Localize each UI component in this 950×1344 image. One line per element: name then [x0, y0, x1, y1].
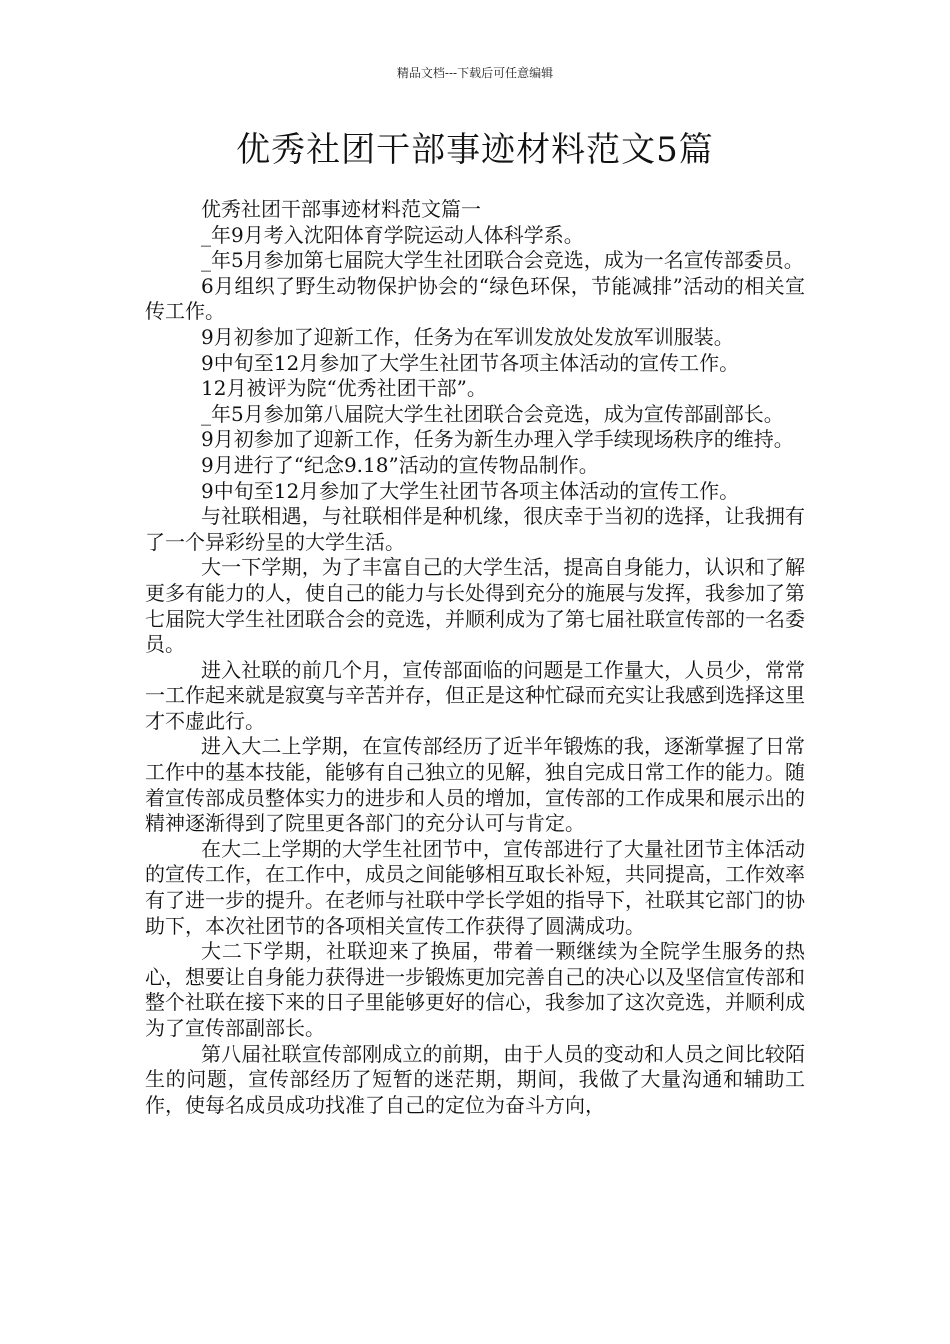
- paragraph: 进入大二上学期，在宣传部经历了近半年锻炼的我，逐渐掌握了日常工作中的基本技能，能够有自己独立的见解，独自完成日常工作的能力。随着宣传部成员整体实力的进步和人员的增加，宣传部的工作成果和展示出的精神逐渐得到了院里更各部门的充分认可与肯定。: [145, 734, 805, 836]
- paragraph: 优秀社团干部事迹材料范文篇一: [201, 197, 481, 221]
- paragraph: 6月组织了野生动物保护协会的“绿色环保，节能减排”活动的相关宣传工作。: [145, 273, 805, 324]
- paragraph: 9月进行了“纪念9.18”活动的宣传物品制作。: [201, 452, 599, 477]
- paragraph: _年5月参加第八届院大学生社团联合会竞选，成为宣传部副部长。: [201, 401, 784, 426]
- paragraph: 进入社联的前几个月，宣传部面临的问题是工作量大，人员少，常常一工作起来就是寂寞与辛苦并存，但正是这种忙碌而充实让我感到选择这里才不虚此行。: [145, 657, 805, 733]
- paragraph: 9中旬至12月参加了大学生社团节各项主体活动的宣传工作。: [201, 478, 740, 503]
- paragraph: _年9月考入沈阳体育学院运动人体科学系。: [201, 222, 584, 247]
- paragraph: 12月被评为院“优秀社团干部”。: [201, 376, 487, 401]
- paragraph: 与社联相遇，与社联相伴是种机缘，很庆幸于当初的选择，让我拥有了一个异彩纷呈的大学生活。: [145, 504, 805, 554]
- paragraph: _年5月参加第七届院大学生社团联合会竞选，成为一名宣传部委员。: [201, 248, 804, 273]
- paragraph: 9月初参加了迎新工作，任务为新生办理入学手续现场秩序的维持。: [201, 427, 794, 452]
- document-body: [145, 197, 805, 1118]
- paragraph: 大一下学期，为了丰富自己的大学生活，提高自身能力，认识和了解更多有能力的人，使自己的能力与长处得到充分的施展与发挥，我参加了第七届院大学生社团联合会的竞选，并顺利成为了第七届社联宣传部的一名委员。: [145, 555, 805, 657]
- document-title: 优秀社团干部事迹材料范文5篇: [236, 130, 714, 170]
- header-note: 精品文档---下载后可任意编辑: [396, 66, 554, 80]
- paragraph: 大二下学期，社联迎来了换届，带着一颗继续为全院学生服务的热心，想要让自身能力获得进一步锻炼更加完善自己的决心以及坚信宣传部和整个社联在接下来的日子里能够更好的信心，我参加了这次竞选，并顺利成为了宣传部副部长。: [145, 939, 805, 1040]
- paragraph: 9月初参加了迎新工作，任务为在军训发放处发放军训服装。: [201, 324, 734, 349]
- paragraph: 第八届社联宣传部刚成立的前期，由于人员的变动和人员之间比较陌生的问题，宣传部经历了短暂的迷茫期，期间，我做了大量沟通和辅助工作，使每名成员成功找准了自己的定位为奋斗方向，: [145, 1041, 805, 1117]
- paragraph: 9中旬至12月参加了大学生社团节各项主体活动的宣传工作。: [201, 350, 740, 375]
- paragraph: 在大二上学期的大学生社团节中，宣传部进行了大量社团节主体活动的宣传工作，在工作中，成员之间能够相互取长补短，共同提高，工作效率有了进一步的提升。在老师与社联中学长学姐的指导下，社联其它部门的协助下，本次社团节的各项相关宣传工作获得了圆满成功。: [145, 836, 805, 938]
